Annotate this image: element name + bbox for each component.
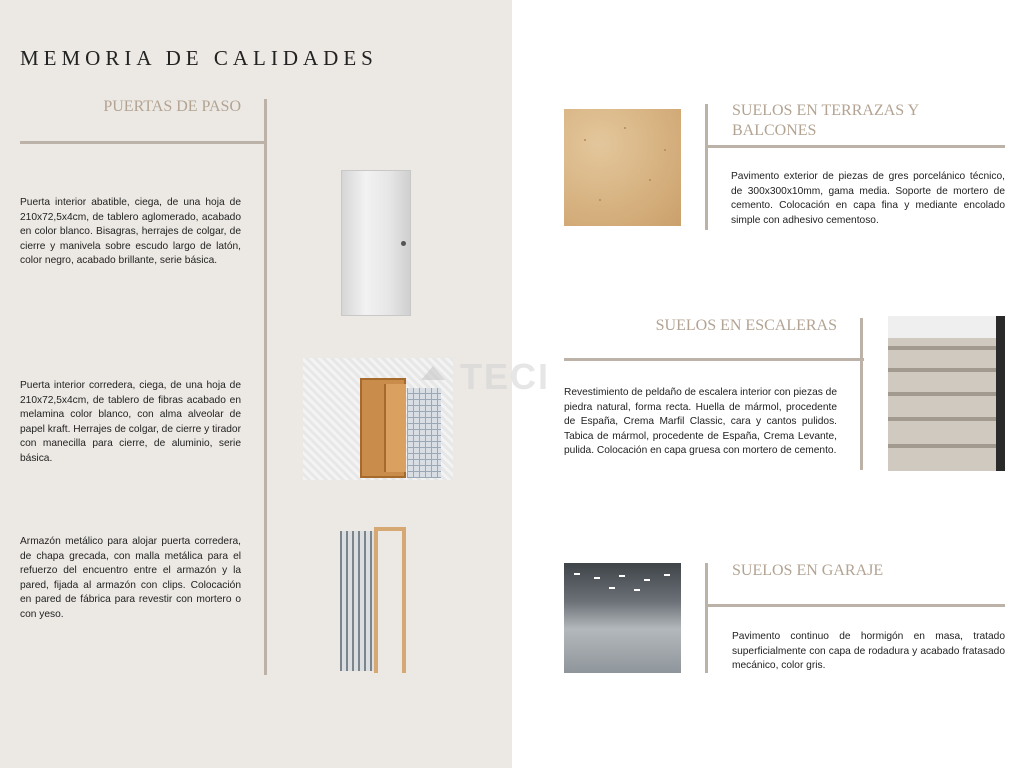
section-heading-escaleras: SUELOS EN ESCALERAS <box>655 317 837 334</box>
swing-door-image <box>341 170 411 316</box>
page-title: MEMORIA DE CALIDADES <box>20 46 378 70</box>
escaleras-text: Revestimiento de peldaño de escalera interior con piezas de piedra natural, forma recta. Huella de mármol, procedente de España, Crema Marfil Classic, cara y cantos pulidos. Tabica de mármol, procedente de España, Crema Levante, pulida. Colocación en capa gruesa con mortero de cemento. <box>564 387 837 456</box>
vertical-rule-garaje <box>705 563 708 673</box>
divider-terrazas <box>705 145 1005 148</box>
section-heading-terrazas: SUELOS EN TERRAZAS Y BALCONES <box>732 102 919 139</box>
marble-stairs-image <box>888 316 1005 471</box>
vertical-rule-escaleras <box>860 318 863 470</box>
divider-garaje <box>705 604 1005 607</box>
porcelain-tile-image <box>564 109 681 226</box>
metal-frame-image <box>340 527 408 673</box>
section-heading-garaje: SUELOS EN GARAJE <box>732 562 884 579</box>
vertical-rule-puertas <box>264 99 267 675</box>
puerta-abatible-text: Puerta interior abatible, ciega, de una hoja de 210x72,5x4cm, de tablero aglomerado, acabado en color blanco. Bisagras, herrajes de colgar, de cierre y manivela sobre escudo largo de latón, color negro, acabado brillante, serie básica. <box>20 197 241 266</box>
section-heading-puertas: PUERTAS DE PASO <box>103 98 241 115</box>
divider-puertas <box>20 141 267 144</box>
concrete-garage-image <box>564 563 681 673</box>
garaje-text: Pavimento continuo de hormigón en masa, tratado superficialmente con capa de rodadura y acabado fratasado mecánico, color gris. <box>732 631 1005 671</box>
terrazas-text: Pavimento exterior de piezas de gres porcelánico técnico, de 300x300x10mm, gama media. Soporte de mortero de cemento. Colocación en capa fina y mediante encolado simple con adhesivo cementoso. <box>731 171 1005 226</box>
armazon-metalico-text: Armazón metálico para alojar puerta corredera, de chapa grecada, con malla metálica para el refuerzo del encuentro entre el armazón y la pared, fijada al armazón con clips. Colocación en pared de fábrica para revestir con mortero o con yeso. <box>20 536 241 620</box>
divider-escaleras <box>564 358 864 361</box>
vertical-rule-terrazas <box>705 104 708 230</box>
sliding-door-image <box>303 358 453 480</box>
puerta-corredera-text: Puerta interior corredera, ciega, de una hoja de 210x72,5x4cm, de tablero de fibras acabado en melamina color blanco, con alma alveolar de papel kraft. Herrajes de colgar, de cierre y tirador con manecilla para cierre, de aluminio, serie básica. <box>20 380 241 464</box>
watermark: TECI <box>460 356 551 397</box>
